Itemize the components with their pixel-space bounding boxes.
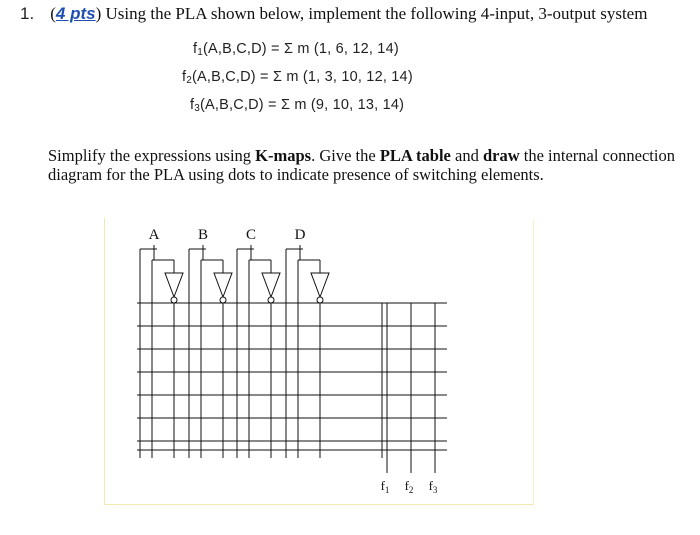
question-open-paren: (: [50, 4, 56, 23]
output-label-f1: $f_1$: [380, 478, 390, 495]
inverter-bubble-a: [171, 297, 177, 303]
inverter-a: [165, 273, 183, 297]
question-prompt: Using the PLA shown below, implement the following 4-input, 3-output system: [101, 4, 648, 23]
question-close-paren: ): [95, 4, 102, 23]
kmaps-emphasis: K-maps: [255, 146, 312, 165]
equation-f1: $f_1(A,B,C,D) = \Sigma$ m (1, 6, 12, 14): [193, 41, 399, 58]
output-label-f2: $f_2$: [404, 478, 414, 495]
pla-table-emphasis: PLA table: [379, 146, 451, 165]
input-label-d: D: [294, 227, 306, 243]
instructions-paragraph: Simplify the expressions using K-maps. Give the PLA table and draw the internal connection diagram for the PLA using dots to indicate presence of switching elements.: [48, 146, 675, 184]
inverter-bubble-b: [220, 297, 226, 303]
points-value: 4 pts: [55, 4, 96, 23]
draw-emphasis: draw: [482, 146, 520, 165]
equation-f2: $f_2(A,B,C,D) = \Sigma$ m (1, 3, 10, 12, 14): [182, 69, 413, 86]
inverter-c: [262, 273, 280, 297]
input-label-c: C: [245, 227, 257, 243]
inverter-b: [214, 273, 232, 297]
output-label-f3: $f_3$: [428, 478, 438, 495]
question-number: 1.: [20, 4, 35, 23]
inverter-bubble-d: [317, 297, 323, 303]
input-label-a: A: [148, 227, 160, 243]
equation-f3: $f_3(A,B,C,D) = \Sigma$ m (9, 10, 13, 14): [190, 97, 405, 114]
inverter-d: [311, 273, 329, 297]
input-label-b: B: [197, 227, 209, 243]
inverter-bubble-c: [268, 297, 274, 303]
